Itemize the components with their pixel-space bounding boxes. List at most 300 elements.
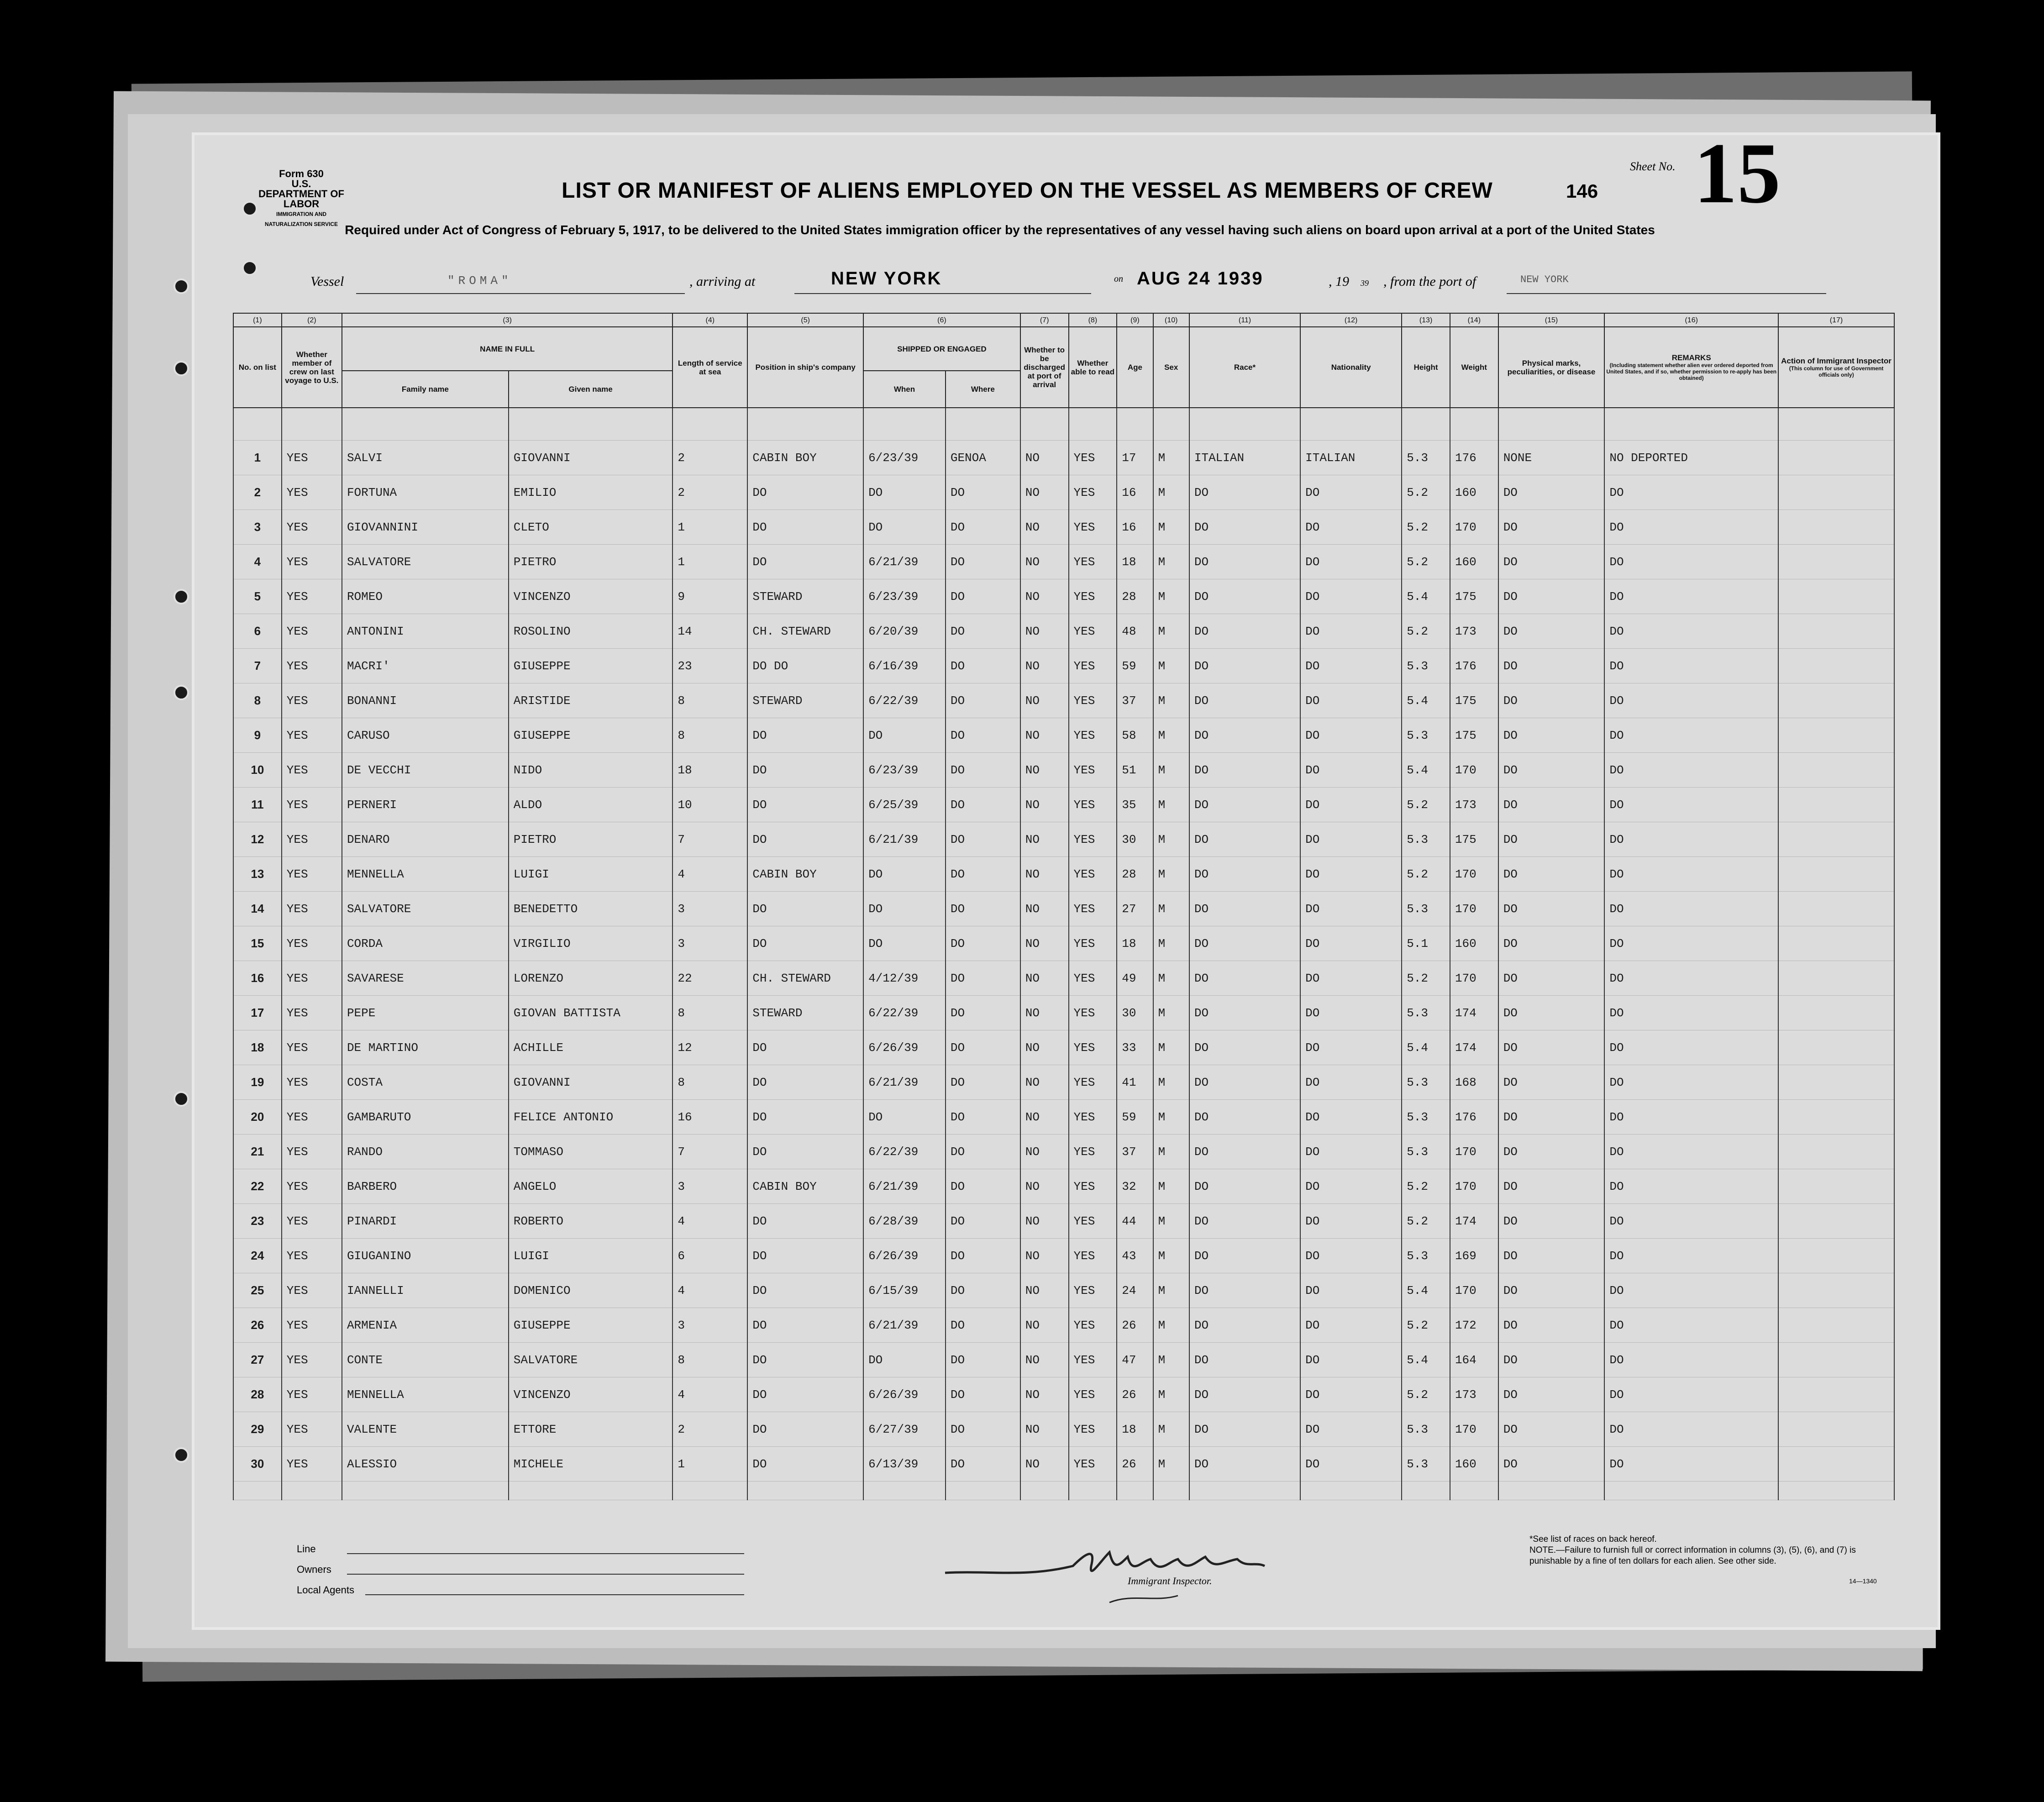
cell-discharged: NO	[1020, 1169, 1069, 1204]
cell-age: 51	[1117, 753, 1153, 788]
cell-where: DO	[946, 718, 1020, 753]
cell-service: 4	[673, 1204, 747, 1239]
table-row	[233, 1030, 1894, 1065]
cell-discharged: NO	[1020, 510, 1069, 545]
cell-physical: DO	[1498, 996, 1605, 1030]
cell-no: 29	[233, 1412, 282, 1447]
cell-read: YES	[1069, 1273, 1117, 1308]
cell-member: YES	[282, 545, 342, 579]
year-value: 39	[1361, 278, 1369, 288]
cell-sex: M	[1153, 926, 1189, 961]
cell-action	[1778, 1169, 1894, 1204]
cell-remarks: DO	[1604, 545, 1778, 579]
cell-member: YES	[282, 1343, 342, 1377]
cell-read: YES	[1069, 718, 1117, 753]
cell-member: YES	[282, 753, 342, 788]
cell-when: DO	[863, 857, 946, 892]
cell-physical: DO	[1498, 1308, 1605, 1343]
cell-when: 6/23/39	[863, 579, 946, 614]
cell-no: 19	[233, 1065, 282, 1100]
cell-action	[1778, 1135, 1894, 1169]
line-label: Line	[297, 1543, 316, 1555]
col-num-11: (11)	[1189, 313, 1300, 327]
header-weight: Weight	[1450, 327, 1498, 408]
cell-where: DO	[946, 961, 1020, 996]
cell-discharged: NO	[1020, 1273, 1069, 1308]
cell-action	[1778, 1065, 1894, 1100]
cell-family: ARMENIA	[342, 1308, 509, 1343]
cell-remarks: DO	[1604, 788, 1778, 822]
cell-discharged: NO	[1020, 545, 1069, 579]
cell-member: YES	[282, 1447, 342, 1482]
cell-no: 24	[233, 1239, 282, 1273]
cell-member: YES	[282, 926, 342, 961]
cell-position: DO	[747, 1343, 863, 1377]
cell-nationality: DO	[1300, 822, 1402, 857]
table-row	[233, 1135, 1894, 1169]
cell-no: 11	[233, 788, 282, 822]
cell-member: YES	[282, 961, 342, 996]
cell-action	[1778, 857, 1894, 892]
cell-read: YES	[1069, 649, 1117, 683]
cell-physical: DO	[1498, 579, 1605, 614]
cell-service: 1	[673, 545, 747, 579]
cell-no: 1	[233, 441, 282, 475]
cell-action	[1778, 1447, 1894, 1482]
cell-read: YES	[1069, 510, 1117, 545]
cell-read: YES	[1069, 1100, 1117, 1135]
cell-nationality: DO	[1300, 718, 1402, 753]
cell-service: 4	[673, 857, 747, 892]
header-race: Race*	[1189, 327, 1300, 408]
cell-weight: 175	[1450, 822, 1498, 857]
cell-physical: DO	[1498, 1343, 1605, 1377]
cell-position: CH. STEWARD	[747, 961, 863, 996]
cell-weight: 170	[1450, 510, 1498, 545]
cell-height: 5.3	[1402, 1135, 1450, 1169]
cell-sex: M	[1153, 1447, 1189, 1482]
binder-hole-icon	[242, 201, 257, 216]
cell-height: 5.2	[1402, 475, 1450, 510]
cell-given: PIETRO	[509, 822, 673, 857]
cell-member: YES	[282, 683, 342, 718]
cell-read: YES	[1069, 1447, 1117, 1482]
cell-member: YES	[282, 1135, 342, 1169]
cell-position: STEWARD	[747, 996, 863, 1030]
cell-height: 5.3	[1402, 1100, 1450, 1135]
cell-family: RANDO	[342, 1135, 509, 1169]
cell-service: 12	[673, 1030, 747, 1065]
cell-remarks: DO	[1604, 579, 1778, 614]
cell-service: 1	[673, 510, 747, 545]
arriving-underline	[794, 293, 1091, 294]
cell-position: DO	[747, 510, 863, 545]
cell-nationality: DO	[1300, 788, 1402, 822]
col-num-10: (10)	[1153, 313, 1189, 327]
cell-when: 6/21/39	[863, 1065, 946, 1100]
cell-given: ETTORE	[509, 1412, 673, 1447]
col-num-6: (6)	[863, 313, 1020, 327]
cell-when: 6/26/39	[863, 1030, 946, 1065]
cell-discharged: NO	[1020, 1065, 1069, 1100]
empty-cell	[1189, 1482, 1300, 1500]
cell-height: 5.3	[1402, 1447, 1450, 1482]
cell-height: 5.2	[1402, 1308, 1450, 1343]
cell-remarks: DO	[1604, 1308, 1778, 1343]
cell-member: YES	[282, 1273, 342, 1308]
cell-race: DO	[1189, 1412, 1300, 1447]
cell-position: CABIN BOY	[747, 441, 863, 475]
cell-where: DO	[946, 996, 1020, 1030]
cell-member: YES	[282, 579, 342, 614]
cell-action	[1778, 1204, 1894, 1239]
cell-nationality: DO	[1300, 996, 1402, 1030]
cell-no: 27	[233, 1343, 282, 1377]
cell-sex: M	[1153, 857, 1189, 892]
cell-family: DE MARTINO	[342, 1030, 509, 1065]
cell-nationality: ITALIAN	[1300, 441, 1402, 475]
table-row	[233, 441, 1894, 475]
cell-action	[1778, 753, 1894, 788]
cell-no: 18	[233, 1030, 282, 1065]
cell-height: 5.4	[1402, 753, 1450, 788]
cell-family: SALVATORE	[342, 545, 509, 579]
cell-physical: DO	[1498, 718, 1605, 753]
cell-sex: M	[1153, 1377, 1189, 1412]
table-row	[233, 996, 1894, 1030]
cell-remarks: DO	[1604, 892, 1778, 926]
cell-remarks: DO	[1604, 753, 1778, 788]
cell-where: DO	[946, 1377, 1020, 1412]
table-row	[233, 1239, 1894, 1273]
empty-cell	[1117, 1482, 1153, 1500]
table-row	[233, 510, 1894, 545]
cell-sex: M	[1153, 475, 1189, 510]
col-num-16: (16)	[1604, 313, 1778, 327]
cell-no: 6	[233, 614, 282, 649]
vessel-label: Vessel	[310, 274, 344, 289]
cell-race: DO	[1189, 1135, 1300, 1169]
binder-hole-icon	[173, 589, 189, 604]
cell-when: 6/22/39	[863, 683, 946, 718]
cell-height: 5.3	[1402, 649, 1450, 683]
cell-age: 18	[1117, 1412, 1153, 1447]
cell-service: 2	[673, 1412, 747, 1447]
cell-age: 44	[1117, 1204, 1153, 1239]
table-row	[233, 961, 1894, 996]
cell-given: PIETRO	[509, 545, 673, 579]
cell-height: 5.2	[1402, 510, 1450, 545]
cell-when: 6/26/39	[863, 1239, 946, 1273]
cell-read: YES	[1069, 857, 1117, 892]
empty-cell	[946, 1482, 1020, 1500]
cell-discharged: NO	[1020, 649, 1069, 683]
cell-no: 2	[233, 475, 282, 510]
cell-physical: DO	[1498, 1030, 1605, 1065]
cell-remarks: DO	[1604, 822, 1778, 857]
col-num-17: (17)	[1778, 313, 1894, 327]
cell-where: DO	[946, 1273, 1020, 1308]
cell-member: YES	[282, 892, 342, 926]
cell-where: DO	[946, 475, 1020, 510]
cell-physical: NONE	[1498, 441, 1605, 475]
cell-remarks: DO	[1604, 1343, 1778, 1377]
cell-action	[1778, 822, 1894, 857]
cell-weight: 160	[1450, 475, 1498, 510]
cell-given: MICHELE	[509, 1447, 673, 1482]
cell-member: YES	[282, 475, 342, 510]
cell-nationality: DO	[1300, 892, 1402, 926]
empty-cell	[863, 1482, 946, 1500]
header-shipped: SHIPPED OR ENGAGED	[863, 327, 1020, 371]
table-row	[233, 1447, 1894, 1482]
header-action-title: Action of Immigrant Inspector	[1781, 357, 1892, 365]
cell-remarks: DO	[1604, 683, 1778, 718]
cell-family: PERNERI	[342, 788, 509, 822]
table-row	[233, 1169, 1894, 1204]
table-row	[233, 1308, 1894, 1343]
cell-race: DO	[1189, 1377, 1300, 1412]
cell-age: 16	[1117, 510, 1153, 545]
table-row	[233, 788, 1894, 822]
cell-where: GENOA	[946, 441, 1020, 475]
cell-position: DO	[747, 1273, 863, 1308]
cell-no: 10	[233, 753, 282, 788]
cell-no: 26	[233, 1308, 282, 1343]
cell-sex: M	[1153, 753, 1189, 788]
cell-position: DO	[747, 926, 863, 961]
empty-cell	[1450, 1482, 1498, 1500]
cell-remarks: DO	[1604, 1030, 1778, 1065]
cell-family: BARBERO	[342, 1169, 509, 1204]
sheet-label: Sheet No.	[1630, 160, 1676, 173]
cell-service: 2	[673, 475, 747, 510]
table-row	[233, 683, 1894, 718]
cell-family: DE VECCHI	[342, 753, 509, 788]
cell-remarks: DO	[1604, 718, 1778, 753]
cell-position: DO	[747, 753, 863, 788]
cell-age: 59	[1117, 649, 1153, 683]
cell-service: 4	[673, 1273, 747, 1308]
cell-where: DO	[946, 1343, 1020, 1377]
cell-action	[1778, 1343, 1894, 1377]
cell-weight: 170	[1450, 753, 1498, 788]
cell-age: 41	[1117, 1065, 1153, 1100]
cell-age: 43	[1117, 1239, 1153, 1273]
cell-discharged: NO	[1020, 926, 1069, 961]
cell-position: DO	[747, 1065, 863, 1100]
cell-service: 8	[673, 718, 747, 753]
cell-nationality: DO	[1300, 510, 1402, 545]
header-position: Position in ship's company	[747, 327, 863, 408]
cell-no: 9	[233, 718, 282, 753]
cell-service: 8	[673, 1065, 747, 1100]
cell-nationality: DO	[1300, 1169, 1402, 1204]
cell-service: 14	[673, 614, 747, 649]
cell-discharged: NO	[1020, 892, 1069, 926]
empty-cell	[1069, 1482, 1117, 1500]
cell-given: GIOVAN BATTISTA	[509, 996, 673, 1030]
cell-physical: DO	[1498, 1204, 1605, 1239]
cell-given: GIUSEPPE	[509, 1308, 673, 1343]
table-row	[233, 545, 1894, 579]
cell-remarks: DO	[1604, 926, 1778, 961]
cell-member: YES	[282, 718, 342, 753]
cell-discharged: NO	[1020, 1308, 1069, 1343]
cell-discharged: NO	[1020, 753, 1069, 788]
cell-age: 28	[1117, 857, 1153, 892]
cell-physical: DO	[1498, 822, 1605, 857]
table-row	[233, 892, 1894, 926]
cell-race: DO	[1189, 718, 1300, 753]
cell-position: CABIN BOY	[747, 857, 863, 892]
cell-race: DO	[1189, 1204, 1300, 1239]
inspector-label: Immigrant Inspector.	[1128, 1575, 1212, 1587]
vessel-underline	[356, 293, 685, 294]
cell-family: ANTONINI	[342, 614, 509, 649]
from-port: NEW YORK	[1520, 274, 1569, 285]
header-name-in-full: NAME IN FULL	[342, 327, 673, 371]
cell-race: DO	[1189, 961, 1300, 996]
footer-notes	[1529, 1534, 1895, 1567]
cell-physical: DO	[1498, 649, 1605, 683]
cell-where: DO	[946, 1447, 1020, 1482]
cell-given: CLETO	[509, 510, 673, 545]
cell-discharged: NO	[1020, 1412, 1069, 1447]
header-whether-member: Whether member of crew on last voyage to U.S.	[282, 327, 342, 408]
header-where: Where	[946, 371, 1020, 408]
cell-family: IANNELLI	[342, 1273, 509, 1308]
cell-age: 26	[1117, 1447, 1153, 1482]
cell-no: 17	[233, 996, 282, 1030]
cell-discharged: NO	[1020, 1239, 1069, 1273]
cell-where: DO	[946, 857, 1020, 892]
cell-when: 6/23/39	[863, 441, 946, 475]
cell-weight: 170	[1450, 857, 1498, 892]
cell-no: 13	[233, 857, 282, 892]
cell-when: 6/22/39	[863, 1135, 946, 1169]
cell-discharged: NO	[1020, 1030, 1069, 1065]
cell-action	[1778, 510, 1894, 545]
vessel-name: "ROMA"	[447, 274, 512, 288]
cell-where: DO	[946, 788, 1020, 822]
cell-sex: M	[1153, 1412, 1189, 1447]
header-remarks	[1604, 327, 1778, 408]
cell-where: DO	[946, 1204, 1020, 1239]
cell-discharged: NO	[1020, 788, 1069, 822]
cell-height: 5.3	[1402, 441, 1450, 475]
cell-height: 5.4	[1402, 1030, 1450, 1065]
cell-action	[1778, 961, 1894, 996]
cell-nationality: DO	[1300, 961, 1402, 996]
header-nationality: Nationality	[1300, 327, 1402, 408]
cell-sex: M	[1153, 1135, 1189, 1169]
cell-service: 6	[673, 1239, 747, 1273]
cell-physical: DO	[1498, 545, 1605, 579]
cell-action	[1778, 1239, 1894, 1273]
cell-discharged: NO	[1020, 1135, 1069, 1169]
cell-weight: 169	[1450, 1239, 1498, 1273]
col-num-5: (5)	[747, 313, 863, 327]
cell-position: DO	[747, 1135, 863, 1169]
cell-given: LUIGI	[509, 1239, 673, 1273]
cell-height: 5.3	[1402, 1065, 1450, 1100]
cell-height: 5.2	[1402, 545, 1450, 579]
empty-cell	[1604, 1482, 1778, 1500]
cell-nationality: DO	[1300, 1030, 1402, 1065]
cell-where: DO	[946, 579, 1020, 614]
cell-family: MACRI'	[342, 649, 509, 683]
cell-member: YES	[282, 1065, 342, 1100]
spacer-row	[233, 408, 1894, 441]
cell-discharged: NO	[1020, 961, 1069, 996]
cell-read: YES	[1069, 892, 1117, 926]
cell-read: YES	[1069, 1204, 1117, 1239]
cell-nationality: DO	[1300, 649, 1402, 683]
cell-member: YES	[282, 649, 342, 683]
cell-physical: DO	[1498, 1273, 1605, 1308]
cell-discharged: NO	[1020, 1100, 1069, 1135]
cell-weight: 173	[1450, 1377, 1498, 1412]
cell-when: 6/21/39	[863, 1308, 946, 1343]
cell-service: 9	[673, 579, 747, 614]
cell-where: DO	[946, 510, 1020, 545]
cell-weight: 170	[1450, 1169, 1498, 1204]
cell-remarks: DO	[1604, 1447, 1778, 1482]
cell-height: 5.2	[1402, 614, 1450, 649]
cell-race: DO	[1189, 857, 1300, 892]
cell-read: YES	[1069, 1135, 1117, 1169]
cell-family: MENNELLA	[342, 1377, 509, 1412]
cell-action	[1778, 614, 1894, 649]
cell-height: 5.2	[1402, 1377, 1450, 1412]
cell-height: 5.4	[1402, 579, 1450, 614]
cell-race: DO	[1189, 475, 1300, 510]
cell-height: 5.2	[1402, 788, 1450, 822]
binder-hole-icon	[173, 278, 189, 294]
cell-race: DO	[1189, 1343, 1300, 1377]
cell-age: 32	[1117, 1169, 1153, 1204]
cell-age: 49	[1117, 961, 1153, 996]
cell-action	[1778, 926, 1894, 961]
cell-family: CONTE	[342, 1343, 509, 1377]
cell-member: YES	[282, 1100, 342, 1135]
cell-physical: DO	[1498, 1100, 1605, 1135]
page-title: LIST OR MANIFEST OF ALIENS EMPLOYED ON THE VESSEL AS MEMBERS OF CREW	[562, 179, 1493, 203]
cell-no: 3	[233, 510, 282, 545]
empty-cell	[747, 1482, 863, 1500]
cell-family: FORTUNA	[342, 475, 509, 510]
cell-given: ANGELO	[509, 1169, 673, 1204]
cell-no: 15	[233, 926, 282, 961]
cell-age: 59	[1117, 1100, 1153, 1135]
agents-underline	[365, 1594, 744, 1595]
cell-family: CORDA	[342, 926, 509, 961]
empty-cell	[1153, 1482, 1189, 1500]
cell-remarks: DO	[1604, 1100, 1778, 1135]
cell-sex: M	[1153, 961, 1189, 996]
cell-weight: 173	[1450, 614, 1498, 649]
cell-physical: DO	[1498, 614, 1605, 649]
cell-nationality: DO	[1300, 1239, 1402, 1273]
cell-sex: M	[1153, 649, 1189, 683]
cell-physical: DO	[1498, 1169, 1605, 1204]
date-prefix: on	[1114, 274, 1123, 284]
cell-action	[1778, 1100, 1894, 1135]
cell-when: 6/20/39	[863, 614, 946, 649]
cell-sex: M	[1153, 1343, 1189, 1377]
column-number-row	[233, 313, 1894, 327]
